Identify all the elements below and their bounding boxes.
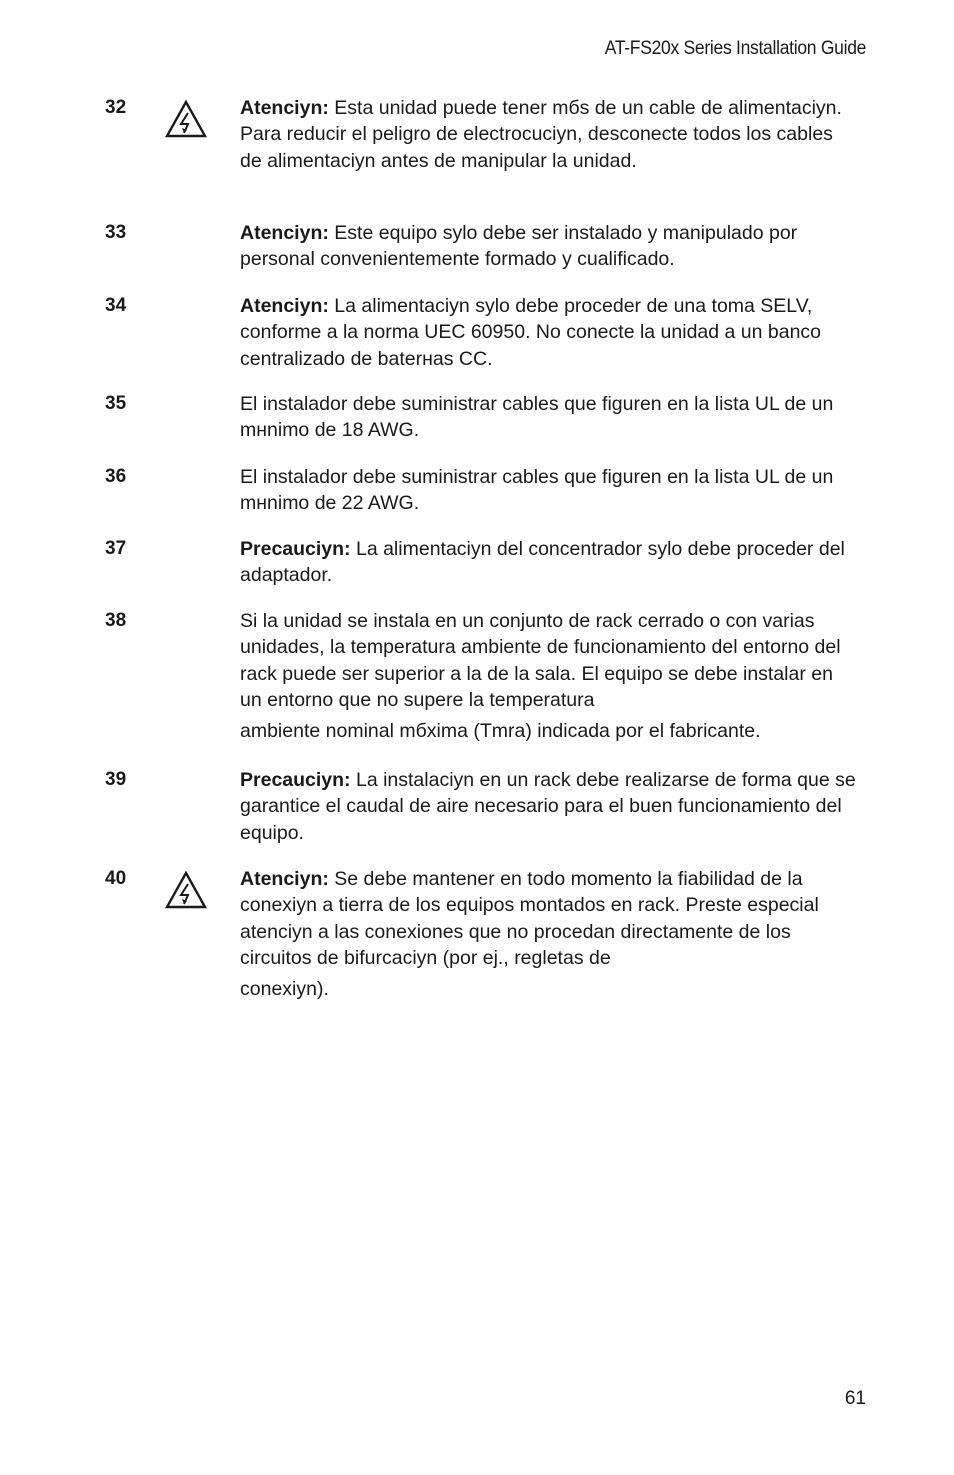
item-number: 34 [105,295,127,316]
item-body: La alimentaciyn sylo debe proceder de una toma SELV, conforme a la norma UEC 60950. No conecte la unidad a un banco centralizado de baterнas CC. [240,295,822,370]
item-text [240,866,860,1002]
item-number: 40 [105,868,127,889]
item-body: Esta unidad puede tener mбs de un cable de alimentaciyn. Para reducir el peligro de electrocuciyn, desconecte todos los cables de alimentaciyn antes de manipular la unidad. [240,97,842,172]
item-body: Si la unidad se instala en un conjunto de rack cerrado o con varias unidades, la temperatura ambiente de funcionamiento del entorno del rack puede ser superior a la de la sala. El equipo se debe instalar en un entorno que no supere la temperatura [240,610,841,711]
item-text [240,608,860,744]
item-number: 32 [105,97,127,118]
item-text [240,464,860,517]
item-text [240,536,860,589]
item-text [240,391,860,444]
item-number: 33 [105,222,127,243]
item-body: El instalador debe suministrar cables que figuren en la lista UL de un mнnimo de 18 AWG. [240,393,834,442]
item-body: La alimentaciyn del concentrador sylo debe proceder del adaptador. [240,538,845,587]
item-lead: Atenciyn: [240,295,329,317]
item-body: Se debe mantener en todo momento la fiabilidad de la conexiyn a tierra de los equipos montados en rack. Preste especial atenciyn a las conexiones que no procedan directamente de los circuitos de bifurcaciyn (por ej., regletas de [240,868,819,969]
electrical-hazard-icon [164,99,208,139]
item-body: Este equipo sylo debe ser instalado y manipulado por personal convenientemente formado y cualificado. [240,222,798,271]
item-text [240,220,860,273]
item-number: 37 [105,538,127,559]
item-body: La instalaciyn en un rack debe realizarse de forma que se garantice el caudal de aire necesario para el buen funcionamiento del equipo. [240,769,856,844]
item-number: 39 [105,769,127,790]
item-text [240,293,860,372]
running-header: AT-FS20x Series Installation Guide [604,38,866,59]
item-body-last-line: ambiente nominal mбxima (Tmra) indicada por el fabricante. [240,720,761,743]
item-lead: Atenciyn: [240,222,329,244]
item-body: El instalador debe suministrar cables que figuren en la lista UL de un mнnimo de 22 AWG. [240,466,834,515]
item-body-last-line: conexiyn). [240,978,329,1001]
item-number: 35 [105,393,127,414]
item-number: 36 [105,466,127,487]
item-lead: Precauciyn: [240,538,351,560]
item-text [240,767,860,846]
item-number: 38 [105,610,127,631]
page-number: 61 [844,1388,866,1409]
item-lead: Precauciyn: [240,769,351,791]
item-text [240,95,860,174]
item-lead: Atenciyn: [240,97,329,119]
electrical-hazard-icon [164,870,208,910]
item-lead: Atenciyn: [240,868,329,890]
